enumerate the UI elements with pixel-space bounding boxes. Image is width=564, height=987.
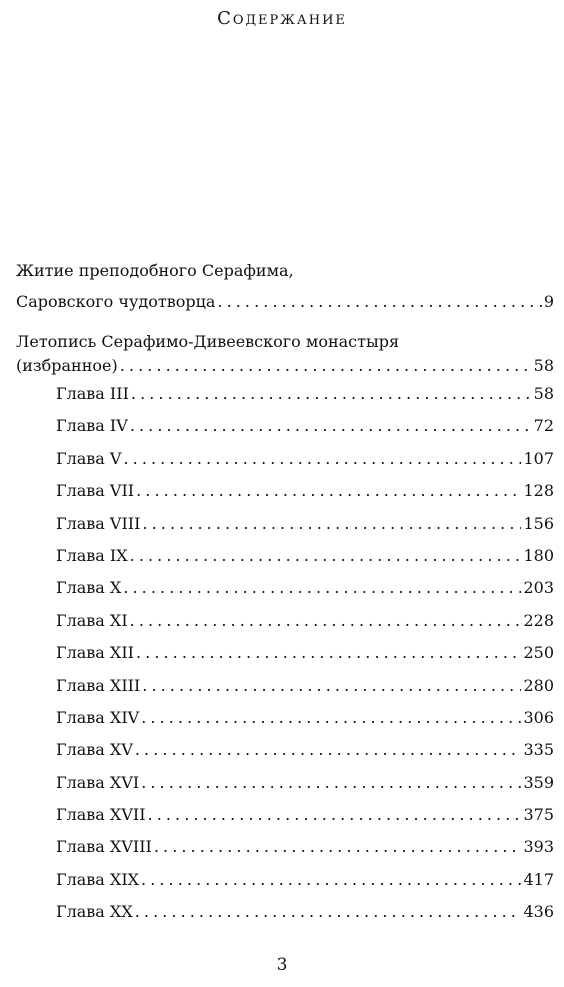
toc-page-number: 228 [523, 610, 554, 630]
toc-leader-dots [141, 767, 521, 799]
toc-chapter-entry[interactable] [16, 572, 554, 604]
toc-page-number: 393 [523, 837, 554, 857]
toc-page-number: 306 [523, 707, 554, 727]
toc-page-number: 9 [543, 292, 554, 311]
toc-entry-title: Саровского чудотворца [16, 292, 216, 311]
toc-chapter-label: Глава XX [56, 902, 133, 922]
toc-chapter-label: Глава XVIII [56, 837, 152, 857]
toc-leader-dots [142, 670, 521, 702]
chapter-list [16, 378, 554, 929]
toc-leader-dots [130, 410, 532, 442]
toc-chapter-entry[interactable] [16, 637, 554, 669]
toc-chapter-entry[interactable] [16, 443, 554, 475]
toc-chapter-entry[interactable] [16, 767, 554, 799]
table-of-contents [16, 256, 554, 929]
toc-entry-title: Летопись Серафимо-Дивеевского монастыря [16, 332, 400, 351]
toc-chapter-entry[interactable] [16, 378, 554, 410]
toc-page-number: 250 [523, 643, 554, 663]
toc-chapter-entry[interactable] [16, 540, 554, 572]
toc-leader-dots [135, 896, 522, 928]
toc-entry-title: (избранное) [16, 356, 118, 375]
toc-chapter-label: Глава XVI [56, 772, 140, 792]
toc-leader-dots [141, 702, 521, 734]
toc-page-number: 375 [523, 805, 554, 825]
toc-chapter-label: Глава XI [56, 610, 128, 630]
toc-leader-dots [131, 378, 532, 410]
toc-chapter-entry[interactable] [16, 508, 554, 540]
toc-chapter-entry[interactable] [16, 670, 554, 702]
toc-page-number: 58 [533, 384, 554, 403]
toc-entry-title-line [16, 330, 554, 354]
toc-chapter-label: Глава V [56, 448, 122, 468]
toc-chapter-label: Глава XV [56, 740, 133, 760]
toc-page-number: 156 [523, 513, 554, 533]
toc-chapter-label: Глава IX [56, 545, 128, 565]
toc-chapter-label: Глава VII [56, 481, 135, 501]
toc-leader-dots [123, 443, 521, 475]
toc-chapter-entry[interactable] [16, 896, 554, 928]
toc-leader-dots [123, 572, 521, 604]
divider [16, 318, 554, 330]
page-number: 3 [276, 955, 288, 975]
toc-page-number: 107 [523, 448, 554, 468]
toc-chapter-label: Глава XII [56, 643, 134, 663]
toc-chapter-label: Глава XIV [56, 707, 140, 727]
toc-page-number: 203 [523, 578, 554, 598]
toc-page-number: 58 [533, 356, 554, 375]
toc-page-number: 359 [523, 772, 554, 792]
toc-leader-dots [142, 508, 521, 540]
toc-leader-dots [136, 475, 521, 507]
toc-entry-title: Житие преподобного Серафима, [16, 261, 294, 280]
toc-leader-dots [148, 799, 522, 831]
toc-entry[interactable] [16, 286, 554, 318]
toc-chapter-entry[interactable] [16, 734, 554, 766]
toc-chapter-label: Глава X [56, 578, 122, 598]
toc-chapter-label: Глава XVII [56, 805, 146, 825]
toc-page-number: 72 [533, 416, 554, 436]
toc-page-number: 280 [523, 675, 554, 695]
toc-chapter-entry[interactable] [16, 831, 554, 863]
toc-page-number: 180 [523, 545, 554, 565]
toc-page-number: 335 [523, 740, 554, 760]
toc-chapter-entry[interactable] [16, 410, 554, 442]
toc-chapter-label: Глава XIX [56, 869, 140, 889]
toc-leader-dots [120, 354, 532, 378]
toc-leader-dots [154, 831, 522, 863]
toc-chapter-entry[interactable] [16, 702, 554, 734]
toc-chapter-entry[interactable] [16, 475, 554, 507]
toc-page-number: 417 [523, 869, 554, 889]
toc-entry-title-line [16, 256, 554, 286]
toc-chapter-label: Глава III [56, 384, 129, 403]
toc-leader-dots [130, 540, 522, 572]
page-title: Содержание [217, 8, 347, 29]
toc-chapter-entry[interactable] [16, 799, 554, 831]
toc-page-number: 436 [523, 902, 554, 922]
toc-leader-dots [130, 605, 522, 637]
toc-leader-dots [217, 286, 541, 318]
toc-chapter-label: Глава IV [56, 416, 128, 436]
toc-leader-dots [136, 637, 521, 669]
toc-leader-dots [141, 864, 521, 896]
toc-chapter-label: Глава VIII [56, 513, 141, 533]
toc-leader-dots [135, 734, 522, 766]
toc-entry[interactable] [16, 354, 554, 378]
toc-chapter-entry[interactable] [16, 864, 554, 896]
toc-page-number: 128 [523, 481, 554, 501]
toc-chapter-label: Глава XIII [56, 675, 141, 695]
toc-chapter-entry[interactable] [16, 605, 554, 637]
